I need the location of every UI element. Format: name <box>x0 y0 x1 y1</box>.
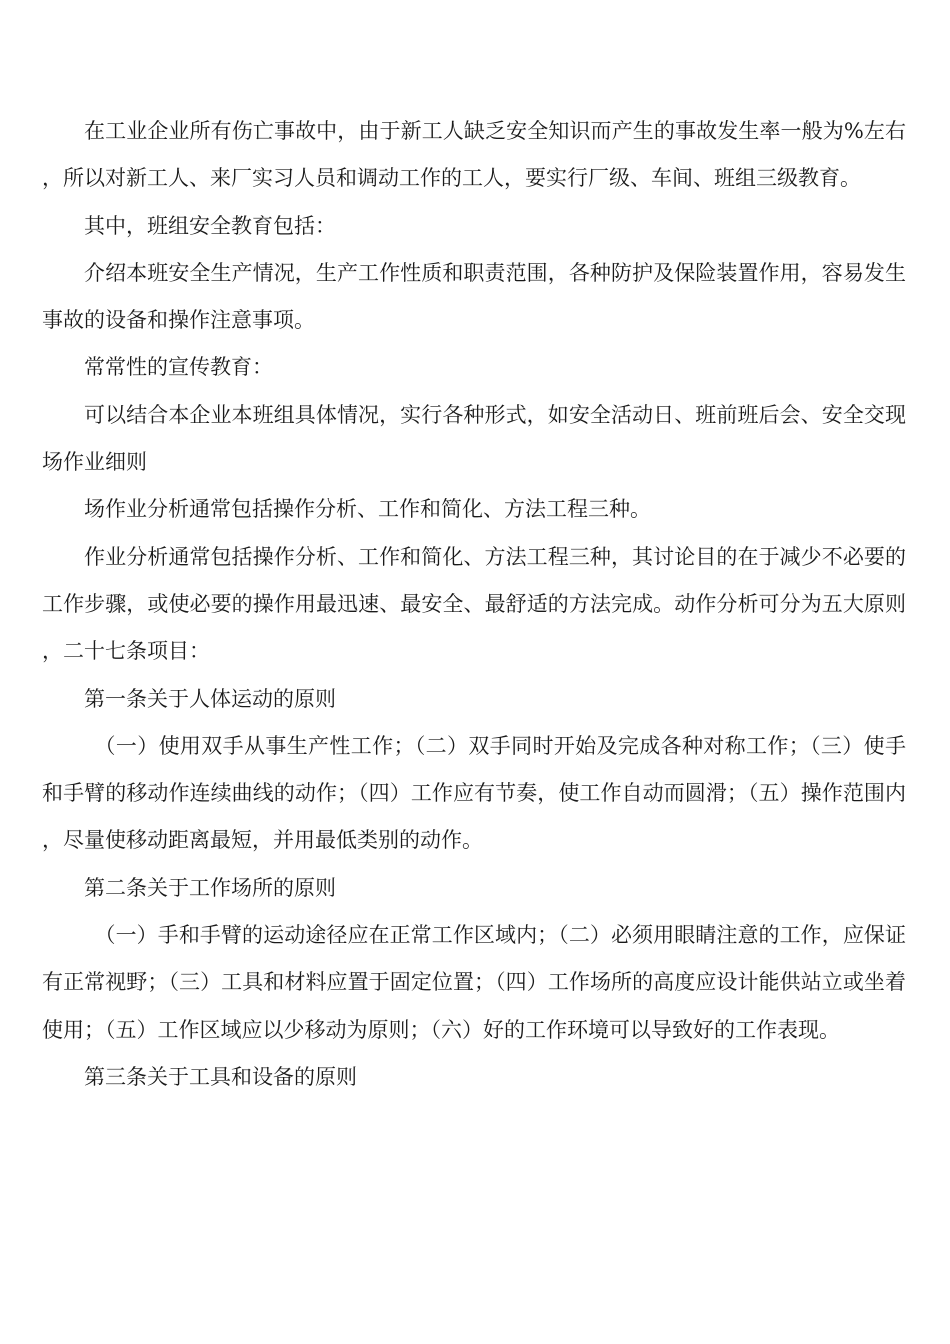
paragraph-article-one-items: （一）使用双手从事生产性工作；（二）双手同时开始及完成各种对称工作；（三）使手和手臂的移动作连续曲线的动作；（四）工作应有节奏，使工作自动而圆滑；（五）操作范围内，尽量使移动距离最短，并用最低类别的动作。 <box>42 733 906 853</box>
paragraph-team-education-content: 介绍本班安全生产情况，生产工作性质和职责范围，各种防护及保险装置作用，容易发生事故的设备和操作注意事项。 <box>42 260 906 333</box>
heading-article-three: 第三条关于工具和设备的原则 <box>84 1064 357 1089</box>
paragraph-regular-publicity-heading: 常常性的宣传教育： <box>84 355 273 380</box>
heading-article-two: 第二条关于工作场所的原则 <box>84 875 336 900</box>
document-body <box>42 108 906 1101</box>
paragraph-article-two-items: （一）手和手臂的运动途径应在正常工作区域内；（二）必须用眼睛注意的工作，应保证有正常视野；（三）工具和材料应置于固定位置；（四）工作场所的高度应设计能供站立或坐着使用；（五）工作区域应以少移动为原则；（六）好的工作环境可以导致好的工作表现。 <box>42 923 906 1042</box>
heading-article-one: 第一条关于人体运动的原则 <box>84 686 336 711</box>
paragraph-work-analysis-detail: 作业分析通常包括操作分析、工作和简化、方法工程三种，其讨论目的在于减少不必要的工作步骤，或使必要的操作用最迅速、最安全、最舒适的方法完成。动作分析可分为五大原则，二十七条项目： <box>42 544 906 664</box>
paragraph-regular-publicity-content: 可以结合本企业本班组具体情况，实行各种形式，如安全活动日、班前班后会、安全交现场作业细则 <box>42 402 906 475</box>
paragraph-new-worker-accidents: 在工业企业所有伤亡事故中，由于新工人缺乏安全知识而产生的事故发生率一般为%左右，所以对新工人、来厂实习人员和调动工作的工人，要实行厂级、车间、班组三级教育。 <box>42 119 906 191</box>
paragraph-field-work-analysis: 场作业分析通常包括操作分析、工作和简化、方法工程三种。 <box>84 497 651 522</box>
paragraph-team-education-intro: 其中，班组安全教育包括： <box>84 213 336 238</box>
